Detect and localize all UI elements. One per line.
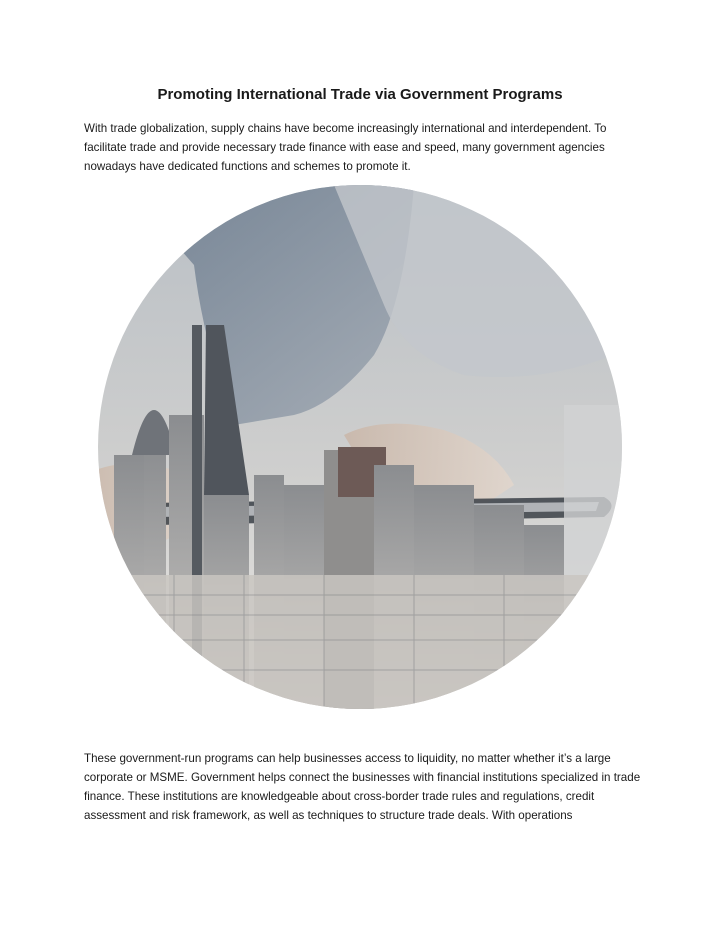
programs-paragraph: These government-run programs can help businesses access to liquidity, no matter whether it’s a large corporate or MSME. Government helps connect the businesses with financial institutions specialized in trade finance. These institutions are knowledgeable about cross-border trade rules and regulations, credit assessment and risk framework, as well as techniques to structure trade deals. With operations — [84, 752, 641, 822]
city-tablet-illustration — [84, 185, 636, 709]
document-title: Promoting International Trade via Government Programs — [157, 86, 563, 103]
intro-paragraph: With trade globalization, supply chains have become increasingly international and interdependent. To facilitate trade and provide necessary trade finance with ease and speed, many government agencies nowadays have dedicated functions and schemes to promote it. — [84, 122, 607, 173]
